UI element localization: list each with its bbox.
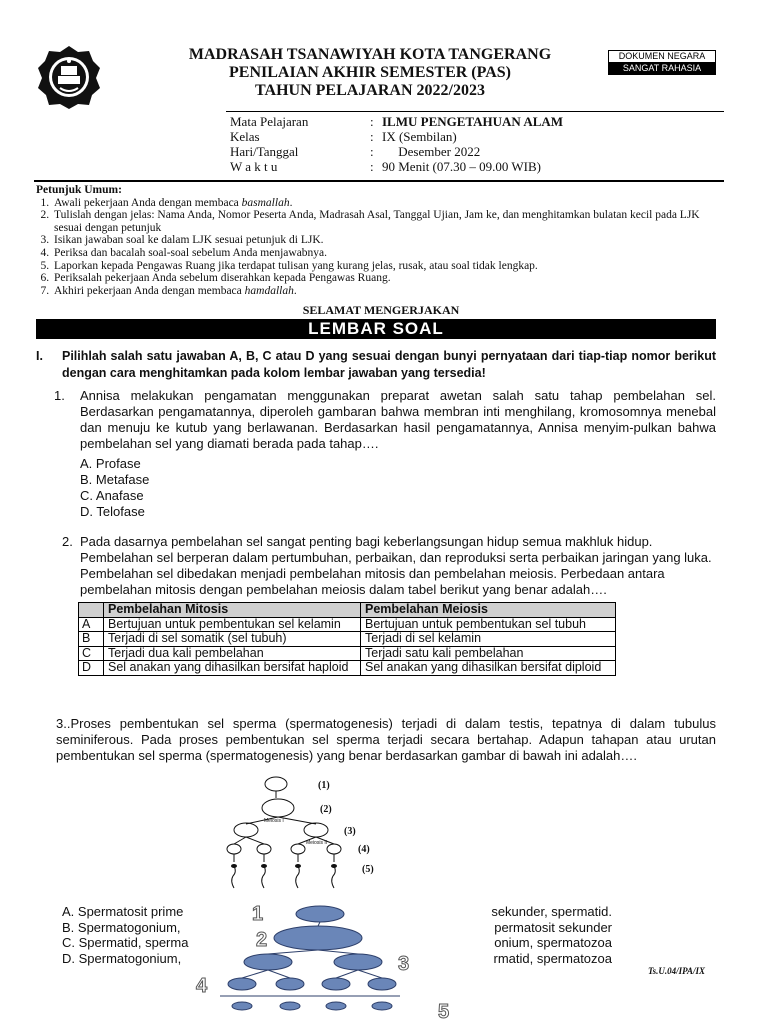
exam-name: PENILAIAN AKHIR SEMESTER (PAS) xyxy=(229,64,511,81)
info-value: 90 Menit (07.30 – 09.00 WIB) xyxy=(382,159,541,174)
option-right: rmatid, spermatozoa xyxy=(493,950,612,966)
photo-label: 5 xyxy=(438,1001,450,1023)
info-row xyxy=(230,159,563,174)
question-text: .Proses pembentukan sel sperma (spermatogenesis) terjadi di dalam testis, tepatnya di dalam tubulus seminiferous. Pada proses pembentukan sel sperma terjadi secara bertahap. Adapun tahapan atau urutan pembentukan sel sperma (spermatogenesis) yang benar berdasarkan gambar di bawah ini adalah…. xyxy=(56,716,716,763)
table-header-row xyxy=(79,603,616,618)
exam-info xyxy=(230,114,563,174)
table-cell: C xyxy=(79,646,104,661)
table-row xyxy=(79,646,616,661)
instruction-item: 6. Periksalah pekerjaan Anda sebelum diserahkan kepada Pengawas Ruang. xyxy=(52,272,726,285)
section-text: Pilihlah salah satu jawaban A, B, C atau D yang sesuai dengan bunyi pernyataan dari tiap-tiap nomor berikut dengan cara menghitamkan pada kolom lembar jawaban yang tersedia! xyxy=(62,349,716,380)
school-header xyxy=(120,46,620,100)
instructions-list xyxy=(36,197,726,298)
mitosis-meiosis-table xyxy=(78,602,616,676)
option-left: C. Spermatid, sperma xyxy=(62,935,189,950)
info-row xyxy=(230,129,563,144)
option-right: sekunder, spermatid. xyxy=(491,904,612,919)
general-instructions xyxy=(36,184,726,297)
table-cell: Bertujuan untuk pembentukan sel tubuh xyxy=(361,617,616,632)
diagram-label: (1) xyxy=(318,780,330,791)
divider xyxy=(34,180,724,182)
table-row xyxy=(79,632,616,647)
instruction-item: 1. Awali pekerjaan Anda dengan membaca basmallah. xyxy=(52,197,726,210)
info-colon: : xyxy=(370,159,374,174)
option: B. Metafase xyxy=(80,472,150,487)
info-row xyxy=(230,114,563,129)
info-value: IX (Sembilan) xyxy=(382,129,457,144)
table-cell: Terjadi dua kali pembelahan xyxy=(104,646,361,661)
diagram-label: (2) xyxy=(320,804,332,815)
lembar-soal-banner: LEMBAR SOAL xyxy=(36,319,716,339)
question-text: Annisa melakukan pengamatan menggunakan preparat awetan salah satu tahap pembelahan sel. Berdasarkan pengamatannya, diperoleh gambaran bahwa membran inti menghilang, kromosomnya menebal dan menuju ke kutub yang berlawanan. Berdasarkan hasil pengamatannya, Annisa menyim-pulkan bahwa pembelahan sel yang diamati berada pada tahap…. xyxy=(80,388,716,451)
info-value: ILMU PENGETAHUAN ALAM xyxy=(382,114,564,129)
table-row xyxy=(79,661,616,676)
table-header: Pembelahan Meiosis xyxy=(361,603,616,618)
option-right: onium, spermatozoa xyxy=(494,935,612,950)
instruction-item: 7. Akhiri pekerjaan Anda dengan membaca hamdallah. xyxy=(52,285,726,298)
question-text: Pada dasarnya pembelahan sel sangat penting bagi keberlangsungan hidup semua makhluk hidup. Pembelahan sel berperan dalam pertumbuhan, perbaikan, dan reproduksi serta perbaikan jaringan yang luka. Pembelahan sel dibedakan menjadi pembelahan mitosis dan pembelahan meiosis. Perbedaan antara pembelahan mitosis dengan pembelahan meiosis dalam tabel berikut yang benar adalah…. xyxy=(80,534,712,597)
stamp-bottom: SANGAT RAHASIA xyxy=(609,63,715,74)
spermatogenesis-diagram xyxy=(216,774,406,898)
table-cell: D xyxy=(79,661,104,676)
photo-label: 4 xyxy=(196,975,208,997)
academic-year: TAHUN PELAJARAN 2022/2023 xyxy=(255,82,485,99)
option: D. Telofase xyxy=(80,504,145,519)
info-key: Hari/Tanggal xyxy=(230,144,299,159)
table-cell: Terjadi di sel somatik (sel tubuh) xyxy=(104,632,361,647)
option xyxy=(62,920,622,936)
divider xyxy=(226,111,724,112)
diagram-meiosis-2: Meiosis II xyxy=(306,840,328,846)
info-key: Kelas xyxy=(230,129,260,144)
option: A. Profase xyxy=(80,456,141,471)
option xyxy=(62,951,622,967)
section-number: I. xyxy=(36,349,43,363)
info-colon: : xyxy=(370,144,374,159)
option: C. Anafase xyxy=(80,488,144,503)
instruction-item: 4. Periksa dan bacalah soal-soal sebelum Anda menjawabnya. xyxy=(52,247,726,260)
table-cell: Terjadi satu kali pembelahan xyxy=(361,646,616,661)
option xyxy=(62,904,622,920)
question-1 xyxy=(54,388,716,452)
instruction-item: 5. Laporkan kepada Pengawas Ruang jika terdapat tulisan yang kurang jelas, rusak, atau soal tidak lengkap. xyxy=(52,260,726,273)
school-name: MADRASAH TSANAWIYAH KOTA TANGERANG xyxy=(188,46,552,63)
info-key: W a k t u xyxy=(230,159,278,174)
option-left: A. Spermatosit prime xyxy=(62,904,184,919)
option-left: B. Spermatogonium, xyxy=(62,919,181,935)
instructions-title: Petunjuk Umum: xyxy=(36,184,122,196)
table-cell: B xyxy=(79,632,104,647)
table-header xyxy=(79,603,104,618)
photo-label: 3 xyxy=(398,953,410,975)
instruction-item: 2. Tulislah dengan jelas: Nama Anda, Nomor Peserta Anda, Madrasah Asal, Tanggal Ujian, Jam ke, dan menghitamkan bulatan kecil pada LJK sesuai dengan petunjuk xyxy=(52,209,726,234)
document-code: Ts.U.04/IPA/IX xyxy=(648,966,706,976)
diagram-meiosis-1: Meiosis I xyxy=(264,818,284,824)
question-number: 3. xyxy=(56,716,67,731)
question-number: 1. xyxy=(54,388,65,403)
photo-label: 2 xyxy=(256,929,268,951)
question-3 xyxy=(56,716,716,764)
info-value: Desember 2022 xyxy=(382,144,481,159)
section-instruction xyxy=(36,348,716,382)
table-cell: Sel anakan yang dihasilkan bersifat haploid xyxy=(104,661,361,676)
diagram-label: (5) xyxy=(362,864,374,875)
confidential-stamp xyxy=(608,50,716,75)
option-left: D. Spermatogonium, xyxy=(62,950,182,966)
table-cell: Sel anakan yang dihasilkan bersifat diploid xyxy=(361,661,616,676)
stamp-top: DOKUMEN NEGARA xyxy=(609,51,715,63)
info-key: Mata Pelajaran xyxy=(230,114,309,129)
option xyxy=(62,935,622,951)
table-cell: Bertujuan untuk pembentukan sel kelamin xyxy=(104,617,361,632)
table-row xyxy=(79,617,616,632)
diagram-label: (3) xyxy=(344,826,356,837)
selamat-heading: SELAMAT MENGERJAKAN xyxy=(302,303,460,317)
photo-label: 1 xyxy=(252,903,264,925)
option-right: permatosit sekunder xyxy=(494,919,612,935)
question-3-options xyxy=(62,904,622,966)
kementerian-agama-logo-icon xyxy=(36,44,102,110)
table-header: Pembelahan Mitosis xyxy=(104,603,361,618)
info-colon: : xyxy=(370,129,374,144)
instruction-item: 3. Isikan jawaban soal ke dalam LJK sesuai petunjuk di LJK. xyxy=(52,234,726,247)
table-cell: Terjadi di sel kelamin xyxy=(361,632,616,647)
question-number: 2. xyxy=(62,534,73,549)
question-1-options xyxy=(80,456,149,520)
info-colon: : xyxy=(370,114,374,129)
info-row xyxy=(230,144,563,159)
diagram-label: (4) xyxy=(358,844,370,855)
question-2 xyxy=(62,534,716,598)
table-cell: A xyxy=(79,617,104,632)
